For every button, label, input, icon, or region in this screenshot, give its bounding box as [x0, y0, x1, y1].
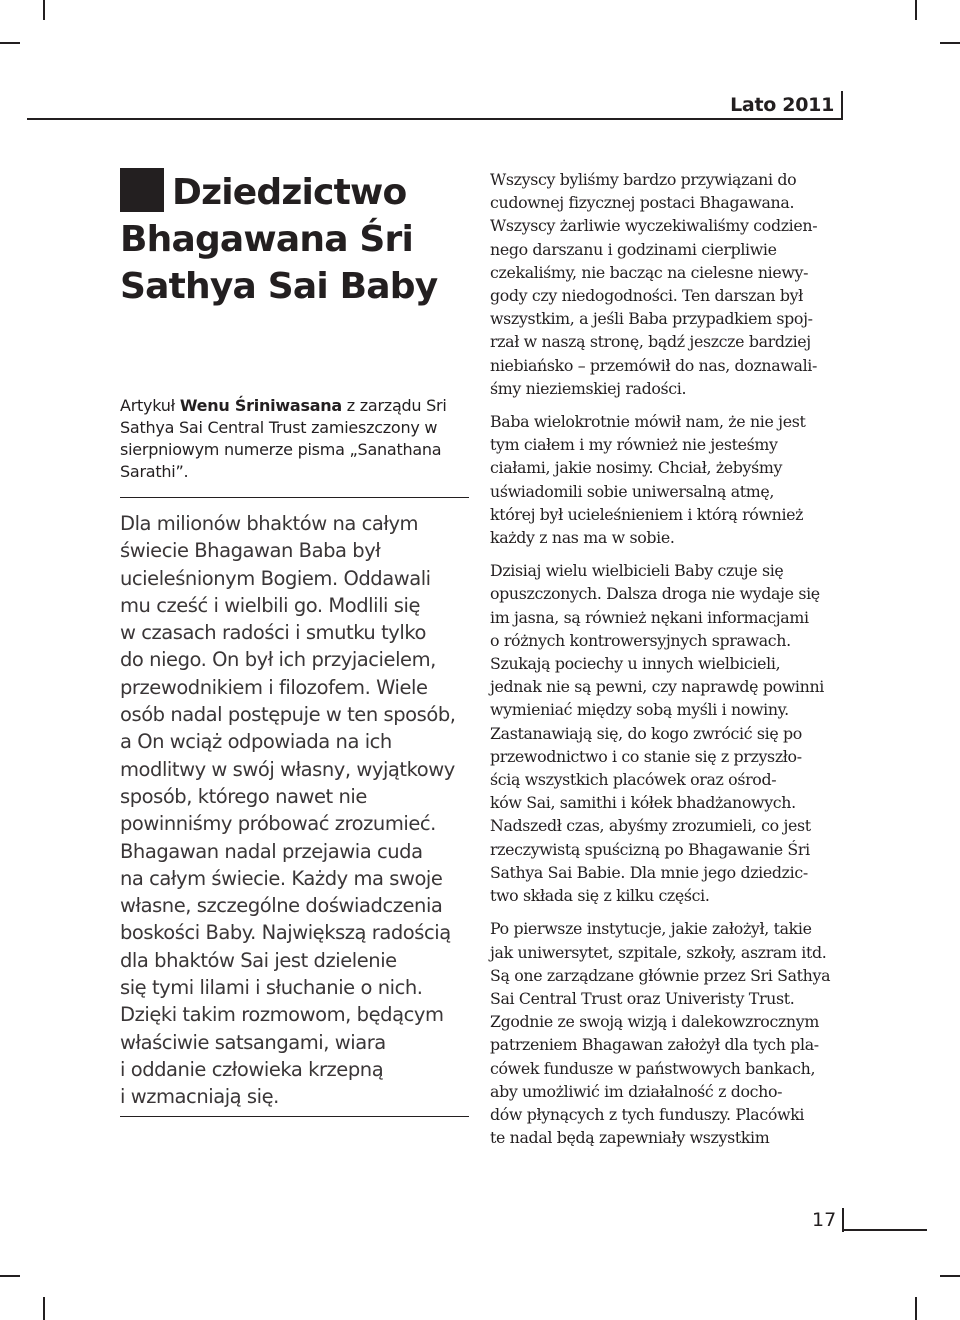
body-line: Po pierwsze instytucje, jakie założył, takie: [490, 919, 812, 939]
body-line: ciałami, jakie nosimy. Chciał, żebyśmy: [490, 458, 783, 478]
body-line: śmy nieziemskiej radości.: [490, 378, 687, 398]
body-line: gody czy niedogodności. Ten darszan był: [490, 286, 803, 306]
header-rule: [27, 118, 842, 120]
body-line: cówek fundusze w państwowych bankach,: [490, 1058, 816, 1078]
body-line: wszystkim, a jeśli Baba przypadkiem spoj-: [490, 309, 813, 329]
body-line: Zastanawiają się, do kogo zwrócić się po: [490, 723, 802, 743]
body-line: cudownej fizycznej postaci Bhagawana.: [490, 193, 795, 213]
lead-line: na całym świecie. Każdy ma swoje: [120, 866, 443, 890]
lead-line: i oddanie człowieka krzepną: [120, 1057, 384, 1081]
body-line: Dzisiaj wielu wielbicieli Baby czuje się: [490, 561, 784, 581]
body-line: dów płynących z tych funduszy. Placówki: [490, 1104, 805, 1124]
body-line: Nadszedł czas, abyśmy zrozumieli, co jest: [490, 816, 811, 836]
crop-mark: [43, 1297, 45, 1320]
title-block: [120, 168, 470, 310]
footer-rule: [842, 1229, 927, 1231]
lead-top-rule: [120, 497, 469, 498]
body-line: tym ciałem i my również nie jesteśmy: [490, 435, 778, 455]
body-paragraph: [490, 168, 840, 400]
lead-line: a On wciąż odpowiada na ich: [120, 730, 392, 754]
lead-line: Dzięki takim rozmowom, będącym: [120, 1003, 444, 1027]
page-number: 17: [812, 1209, 837, 1231]
issue-label: Lato 2011: [730, 94, 834, 116]
body-line: przewodnictwo i co stanie się z przyszło-: [490, 746, 802, 766]
title-line: Dziedzictwo: [172, 172, 407, 213]
body-line: o różnych kontrowersyjnych sprawach.: [490, 630, 791, 650]
body-line: uświadomili sobie uniwersalną atmę,: [490, 481, 775, 501]
article-body: [490, 168, 840, 1159]
title-line: Sathya Sai Baby: [120, 266, 438, 307]
intro-suffix: z zarządu Sri Sathya Sai Central Trust zamieszczony w sierpniowym numerze pisma „Sanathana Sarathi”.: [120, 396, 447, 481]
lead-line: Dla milionów bhaktów na całym: [120, 512, 419, 535]
body-paragraph: [490, 410, 840, 549]
body-line: two składa się z kilku części.: [490, 886, 710, 906]
lead-text: [120, 510, 470, 1111]
body-line: wymieniać między sobą myśli i nowiny.: [490, 700, 789, 720]
author-name: Wenu Śriniwasana: [179, 396, 342, 415]
body-line: patrzeniem Bhagawan założył dla tych pla-: [490, 1035, 819, 1055]
body-line: rzał w naszą stronę, bądź jeszcze bardziej: [490, 332, 811, 352]
body-line: Zgodnie ze swoją wizją i dalekowzrocznym: [490, 1012, 819, 1032]
lead-line: Bhagawan nadal przejawia cuda: [120, 839, 423, 863]
body-line: te nadal będą zapewniały wszystkim: [490, 1128, 770, 1148]
lead-line: mu cześć i wielbili go. Modlili się: [120, 593, 421, 617]
lead-line: ucieleśnionym Bogiem. Oddawali: [120, 566, 431, 590]
article-intro: [120, 395, 470, 483]
body-line: opuszczonych. Dalsza droga nie wydaje się: [490, 584, 820, 604]
body-line: Sathya Sai Babie. Dla mnie jego dziedzic-: [490, 862, 808, 882]
crop-mark: [915, 1297, 917, 1320]
lead-bottom-rule: [120, 1116, 469, 1117]
lead-line: osób nadal postępuje w ten sposób,: [120, 703, 456, 727]
header-divider: [841, 91, 843, 120]
body-line: im jasna, są również nękani informacjami: [490, 607, 809, 627]
lead-line: się tymi lilami i słuchanie o nich.: [120, 976, 423, 1000]
lead-line: sposób, którego nawet nie: [120, 784, 367, 808]
body-line: Są one zarządzane głównie przez Sri Sathya: [490, 965, 831, 985]
crop-mark: [940, 42, 960, 44]
body-line: nego darszanu i godzinami cierpliwie: [490, 239, 777, 259]
crop-mark: [940, 1275, 960, 1277]
body-line: aby umożliwić im działalność z docho-: [490, 1081, 783, 1101]
crop-mark: [0, 1275, 20, 1277]
lead-line: boskości Baby. Największą radością: [120, 921, 451, 945]
body-line: której był ucieleśnieniem i którą również: [490, 504, 804, 524]
lead-line: i wzmacniają się.: [120, 1085, 279, 1109]
body-line: Wszyscy byliśmy bardzo przywiązani do: [490, 170, 797, 189]
body-line: Sai Central Trust oraz Univeristy Trust.: [490, 988, 795, 1008]
lead-line: dla bhaktów Sai jest dzielenie: [120, 948, 397, 972]
title-square-icon: [120, 168, 164, 212]
crop-mark: [915, 0, 917, 20]
lead-line: właściwie satsangami, wiara: [120, 1030, 386, 1054]
body-line: każdy z nas ma w sobie.: [490, 528, 675, 548]
body-line: rzeczywistą spuścizną po Bhagawanie Śri: [490, 839, 810, 859]
article-title: [120, 168, 470, 310]
lead-line: modlitwy w swój własny, wyjątkowy: [120, 757, 455, 781]
body-line: ków Sai, samithi i kółek bhadżanowych.: [490, 793, 796, 813]
body-line: jak uniwersytet, szpitale, szkoły, aszram itd.: [490, 942, 827, 962]
body-line: Baba wielokrotnie mówił nam, że nie jest: [490, 412, 806, 432]
intro-prefix: Artykuł: [120, 396, 180, 415]
body-line: Szukają pociechy u innych wielbicieli,: [490, 654, 781, 674]
body-paragraph: [490, 917, 840, 1149]
crop-mark: [43, 0, 45, 20]
body-line: jednak nie są pewni, czy naprawdę powinni: [490, 677, 824, 697]
body-line: Wszyscy żarliwie wyczekiwaliśmy codzien-: [490, 216, 818, 236]
title-line: Bhagawana Śri: [120, 219, 414, 260]
body-paragraph: [490, 559, 840, 907]
lead-line: własne, szczególne doświadczenia: [120, 894, 443, 918]
lead-line: do niego. On był ich przyjacielem,: [120, 648, 436, 672]
lead-line: świecie Bhagawan Baba był: [120, 539, 381, 563]
body-line: niebiańsko – przemówił do nas, doznawali-: [490, 355, 817, 375]
crop-mark: [0, 42, 20, 44]
lead-line: w czasach radości i smutku tylko: [120, 621, 426, 645]
body-line: czekaliśmy, nie bacząc na cielesne niewy-: [490, 262, 809, 282]
lead-line: powinniśmy próbować zrozumieć.: [120, 812, 436, 836]
body-line: ścią wszystkich placówek oraz ośrod-: [490, 770, 777, 790]
lead-line: przewodnikiem i filozofem. Wiele: [120, 675, 428, 699]
